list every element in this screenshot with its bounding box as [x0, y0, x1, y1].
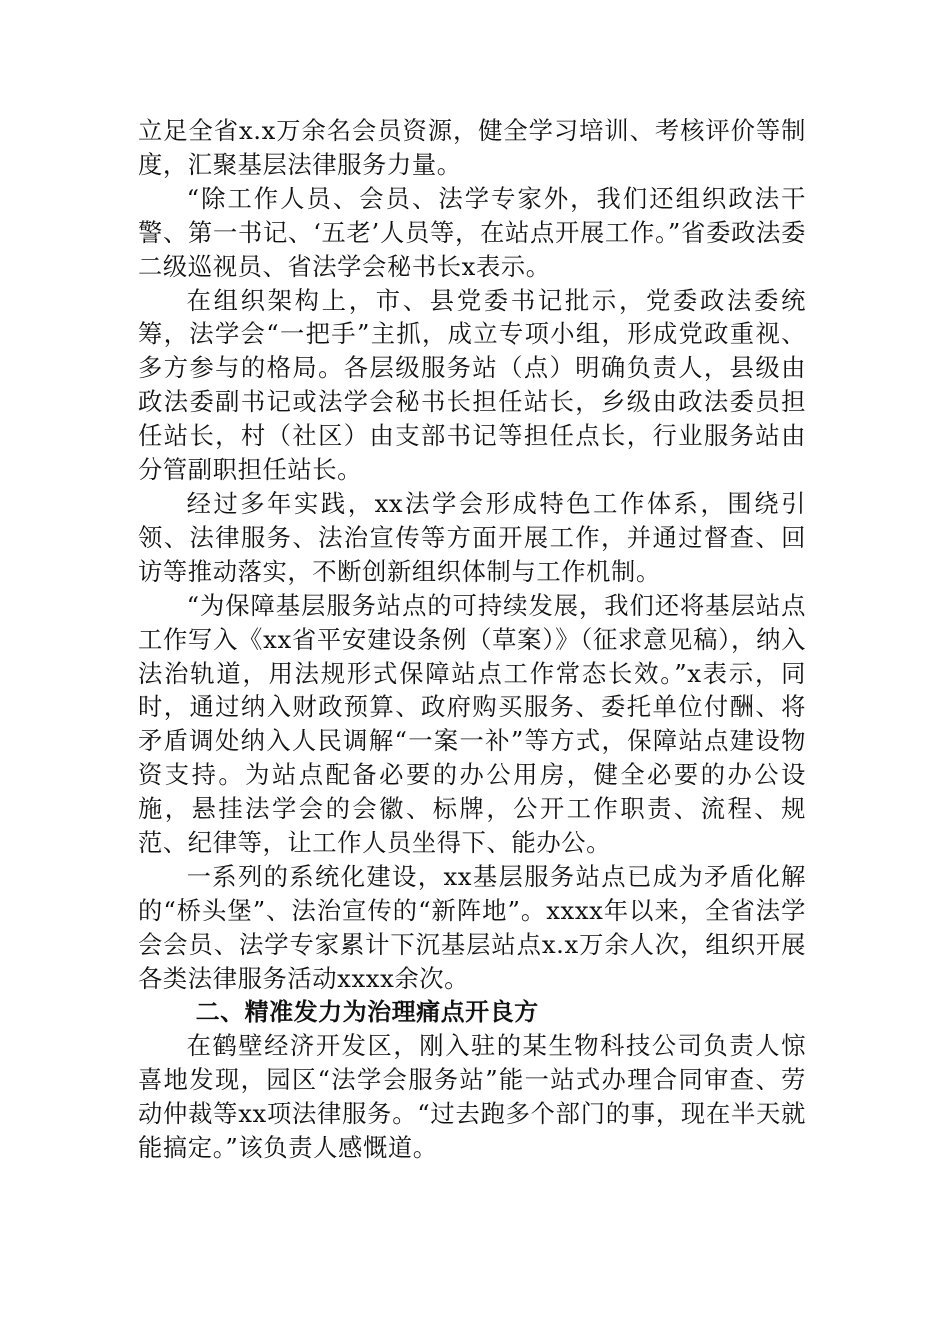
paragraph-quote-staff: “除工作人员、会员、法学专家外，我们还组织政法干警、第一书记、‘五老’人员等，在站点开展工作。”省委政法委二级巡视员、省法学会秘书长x表示。 [138, 183, 806, 281]
document-page [138, 114, 806, 1165]
paragraph-continued: 立足全省x.x万余名会员资源，健全学习培训、考核评价等制度，汇聚基层法律服务力量。 [138, 116, 806, 179]
paragraph-practice: 经过多年实践，xx法学会形成特色工作体系，围绕引领、法律服务、法治宣传等方面开展工作，并通过督查、回访等推动落实，不断创新组织体制与工作机制。 [138, 488, 806, 586]
paragraph-hebi: 在鹤壁经济开发区，刚入驻的某生物科技公司负责人惊喜地发现，园区“法学会服务站”能一站式办理合同审查、劳动仲裁等xx项法律服务。“过去跑多个部门的事，现在半天就能搞定。”该负责人感慨道。 [138, 1031, 806, 1163]
section-heading: 二、精准发力为治理痛点开良方 [195, 997, 539, 1026]
paragraph-organization: 在组织架构上，市、县党委书记批示，党委政法委统筹，法学会“一把手”主抓，成立专项小组，形成党政重视、多方参与的格局。各层级服务站（点）明确负责人，县级由政法委副书记或法学会秘书长担任站长，乡级由政法委员担任站长，村（社区）由支部书记等担任点长，行业服务站由分管副职担任站长。 [138, 285, 806, 485]
paragraph-results: 一系列的系统化建设，xx基层服务站点已成为矛盾化解的“桥头堡”、法治宣传的“新阵地”。xxxx年以来，全省法学会会员、法学专家累计下沉基层站点x.x万余人次，组织开展各类法律服务活动xxxx余次。 [138, 861, 806, 993]
paragraph-sustainability: “为保障基层服务站点的可持续发展，我们还将基层站点工作写入《xx省平安建设条例（草案）》（征求意见稿），纳入法治轨道，用法规形式保障站点工作常态长效。”x表示，同时，通过纳入财政预算、政府购买服务、委托单位付酬、将矛盾调处纳入人民调解“一案一补”等方式，保障站点建设物资支持。为站点配备必要的办公用房，健全必要的办公设施，悬挂法学会的会徽、标牌，公开工作职责、流程、规范、纪律等，让工作人员坐得下、能办公。 [138, 590, 806, 858]
